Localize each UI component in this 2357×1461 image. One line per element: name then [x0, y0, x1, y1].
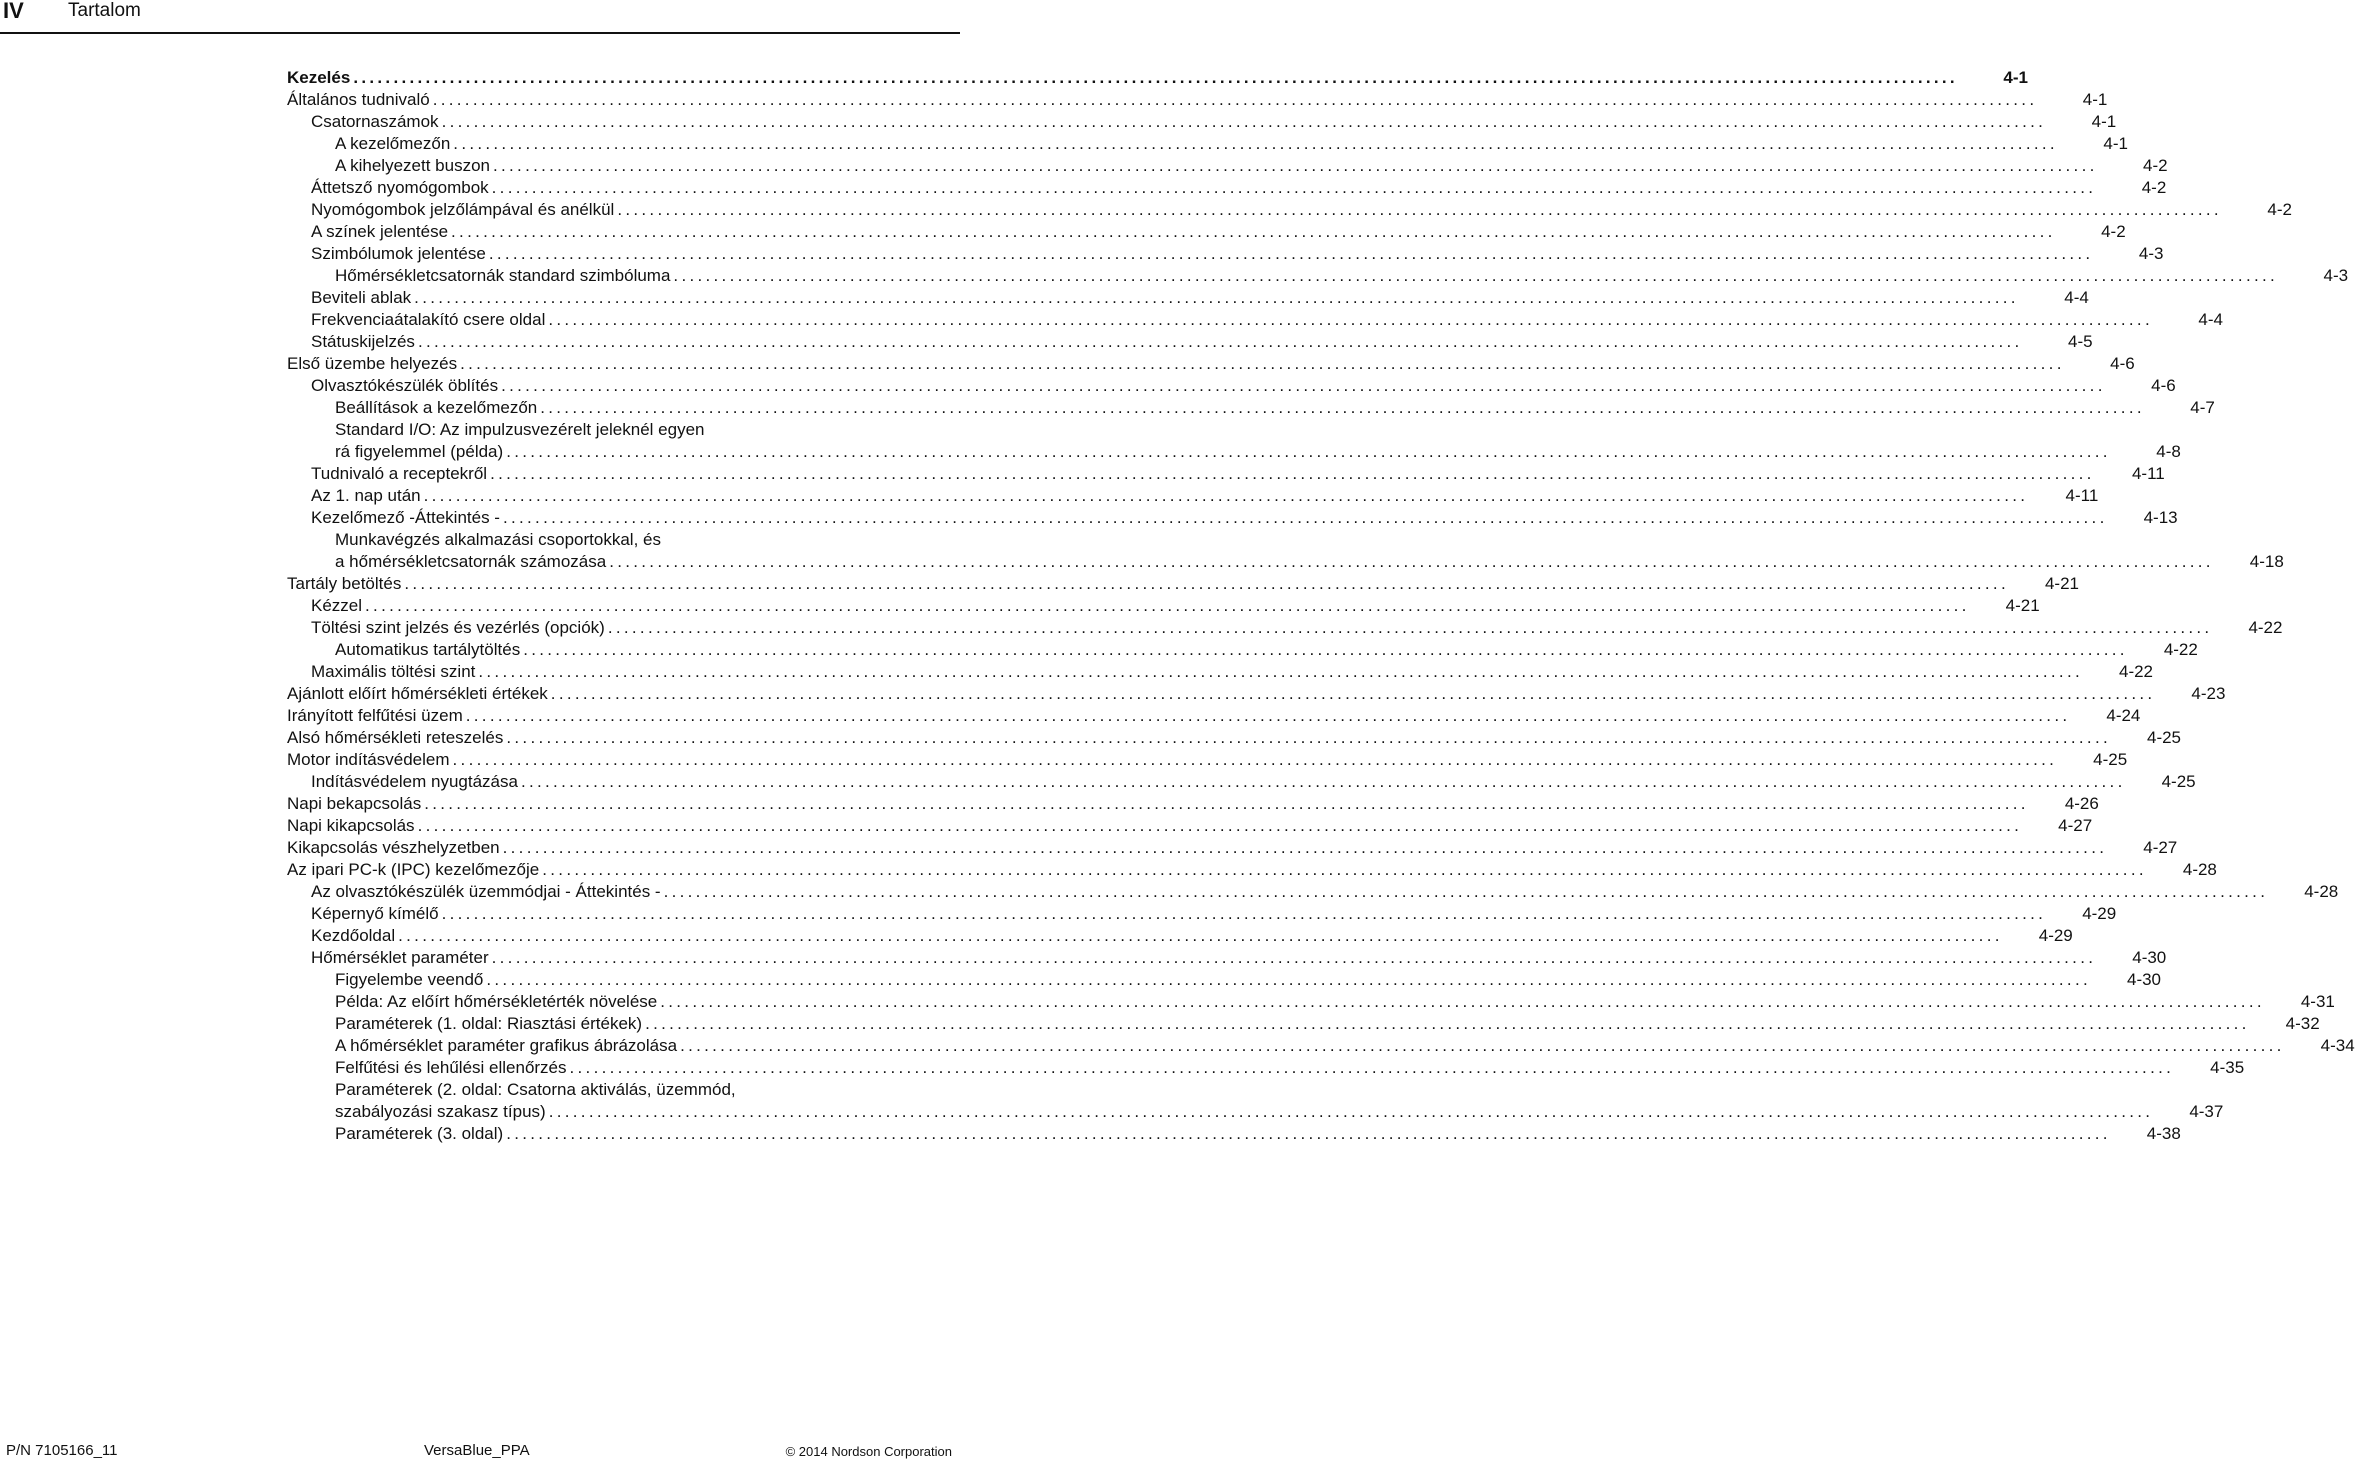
dot-leader: ........................................................................................................................................................................................................ — [506, 728, 2112, 747]
dot-leader: ........................................................................................................................................................................................................ — [491, 948, 2097, 967]
toc-entry-line — [287, 573, 2079, 595]
toc-entry-line — [311, 287, 2089, 309]
dot-leader: ........................................................................................................................................................................................................ — [673, 266, 2279, 285]
toc-entry-page: 4-26 — [2064, 794, 2099, 813]
toc-entry-page: 4-29 — [2038, 926, 2073, 945]
toc-entry-page: 4-4 — [2198, 310, 2223, 329]
toc-entry-line — [311, 199, 2292, 221]
toc-entry-title: Nyomógombok jelzőlámpával és anélkül — [311, 200, 615, 219]
toc-entry-title: Alsó hőmérsékleti reteszelés — [287, 728, 504, 747]
toc-entry-page: 4-1 — [2091, 112, 2117, 131]
toc-entry-title: Kezdőoldal — [311, 926, 396, 945]
toc-entry-title: Státuskijelzés — [311, 332, 415, 351]
toc-entry-title: Kezelőmező -Áttekintés - — [311, 508, 500, 527]
toc-entry-line — [311, 617, 2283, 639]
toc-entry-page: 4-21 — [2005, 596, 2040, 615]
toc-entry-line — [335, 991, 2335, 1013]
toc-entry-page: 4-21 — [2044, 574, 2079, 593]
product-name: VersaBlue_PPA — [424, 1442, 530, 1459]
toc-entry-page: 4-22 — [2248, 618, 2283, 637]
toc-entry[interactable] — [0, 617, 2283, 639]
toc-entry[interactable] — [0, 749, 2128, 771]
dot-leader: ........................................................................................................................................................................................................ — [414, 288, 2019, 307]
toc-entry-page: 4-13 — [2143, 508, 2178, 527]
toc-entry-title: A kezelőmezőn — [335, 134, 451, 153]
toc-entry-line — [335, 1101, 2224, 1123]
toc-entry-page: 4-11 — [2065, 486, 2099, 505]
dot-leader: ........................................................................................................................................................................................................ — [417, 816, 2023, 835]
dot-leader: ........................................................................................................................................................................................................ — [488, 244, 2094, 263]
dot-leader: ........................................................................................................................................................................................................ — [492, 156, 2098, 175]
toc-entry[interactable] — [0, 463, 2165, 485]
dot-leader: ........................................................................................................................................................................................................ — [441, 112, 2047, 131]
toc-entry-title: Felfűtési és lehűlési ellenőrzés — [335, 1058, 567, 1077]
dot-leader: ........................................................................................................................................................................................................ — [607, 618, 2213, 637]
page-title: Tartalom — [68, 0, 141, 21]
toc-entry-title: A hőmérséklet paraméter grafikus ábrázolása — [335, 1036, 678, 1055]
toc-entry-page: 4-35 — [2210, 1058, 2245, 1077]
toc-entry[interactable] — [0, 199, 2292, 221]
toc-entry[interactable] — [0, 705, 2141, 727]
chapter-number: IV — [3, 0, 24, 23]
toc-entry-line — [335, 155, 2168, 177]
toc-entry-title: Képernyő kímélő — [311, 904, 439, 923]
dot-leader: ........................................................................................................................................................................................................ — [486, 970, 2092, 989]
toc-entry-page: 4-27 — [2143, 838, 2178, 857]
dot-leader: ........................................................................................................................................................................................................ — [506, 1124, 2111, 1143]
dot-leader: ........................................................................................................................................................................................................ — [432, 90, 2038, 109]
toc-entry[interactable] — [0, 287, 2089, 309]
toc-entry-title: Motor indításvédelem — [287, 750, 450, 769]
copyright: © 2014 Nordson Corporation — [785, 1444, 952, 1459]
toc-entry[interactable] — [0, 397, 2215, 419]
toc-entry-line — [287, 727, 2182, 749]
dot-leader: ........................................................................................................................................................................................................ — [617, 200, 2222, 219]
toc-entry-line — [311, 375, 2176, 397]
toc-entry-page: 4-28 — [2304, 882, 2339, 901]
toc-entry[interactable] — [0, 67, 2028, 89]
dot-leader: ........................................................................................................................................................................................................ — [609, 552, 2214, 571]
toc-entry-page: 4-2 — [2141, 178, 2167, 197]
dot-leader: ........................................................................................................................................................................................................ — [660, 992, 2265, 1011]
toc-entry-title: Hőmérséklet paraméter — [311, 948, 489, 967]
toc-entry-page: 4-2 — [2143, 156, 2168, 175]
toc-entry[interactable] — [0, 265, 2349, 287]
toc-entry-page: 4-22 — [2163, 640, 2198, 659]
toc-entry-title: Első üzembe helyezés — [287, 354, 458, 373]
toc-entry[interactable] — [0, 1057, 2245, 1079]
dot-leader: ........................................................................................................................................................................................................ — [502, 838, 2108, 857]
toc-entry-line — [287, 353, 2135, 375]
toc-entry-title: Általános tudnivaló — [287, 90, 430, 109]
toc-entry[interactable] — [0, 859, 2217, 881]
toc-entry-line — [287, 837, 2178, 859]
toc-entry[interactable] — [0, 133, 2128, 155]
toc-entry[interactable] — [0, 177, 2167, 199]
toc-entry-line — [335, 639, 2198, 661]
toc-entry-line — [311, 111, 2117, 133]
dot-leader: ........................................................................................................................................................................................................ — [423, 486, 2029, 505]
toc-entry[interactable] — [0, 221, 2126, 243]
dot-leader: ........................................................................................................................................................................................................ — [453, 134, 2058, 153]
toc-entry[interactable] — [0, 595, 2040, 617]
toc-entry-title: Olvasztókészülék öblítés — [311, 376, 499, 395]
dot-leader: ........................................................................................................................................................................................................ — [520, 772, 2126, 791]
toc-entry-line — [287, 705, 2141, 727]
toc-entry[interactable] — [0, 419, 2181, 463]
toc-entry[interactable] — [0, 111, 2117, 133]
toc-entry[interactable] — [0, 1123, 2181, 1145]
toc-entry[interactable] — [0, 639, 2198, 661]
part-number: P/N 7105166_11 — [6, 1442, 118, 1459]
dot-leader: ........................................................................................................................................................................................................ — [663, 882, 2269, 901]
toc-entry-line — [287, 793, 2099, 815]
dot-leader: ........................................................................................................................................................................................................ — [548, 310, 2153, 329]
toc-entry-title: Beviteli ablak — [311, 288, 412, 307]
toc-entry-title: Kézzel — [311, 596, 363, 615]
toc-entry-title: Az ipari PC-k (IPC) kezelőmezője — [287, 860, 540, 879]
toc-entry-title: Tartály betöltés — [287, 574, 402, 593]
toc-entry-page: 4-1 — [2103, 134, 2128, 153]
toc-entry[interactable] — [0, 1079, 2224, 1123]
toc-entry-title: Áttetsző nyomógombok — [311, 178, 489, 197]
toc-entry-title: Ajánlott előírt hőmérsékleti értékek — [287, 684, 548, 703]
toc-entry-title: Napi kikapcsolás — [287, 816, 415, 835]
toc-entry[interactable] — [0, 771, 2196, 793]
toc-entry-line — [335, 1057, 2245, 1079]
toc-entry-page: 4-31 — [2300, 992, 2335, 1011]
toc-entry[interactable] — [0, 485, 2099, 507]
toc-entry-page: 4-2 — [2267, 200, 2292, 219]
toc-entry-line — [311, 463, 2165, 485]
dot-leader: ........................................................................................................................................................................................................ — [645, 1014, 2250, 1033]
toc-entry-title-line1: Standard I/O: Az impulzusvezérelt jeleknél egyen — [335, 420, 705, 439]
dot-leader: ........................................................................................................................................................................................................ — [502, 508, 2108, 527]
toc-entry-title: A színek jelentése — [311, 222, 449, 241]
toc-entry-page: 4-25 — [2146, 728, 2182, 747]
toc-entry-page: 4-2 — [2101, 222, 2126, 241]
toc-entry-title: Figyelembe veendő — [335, 970, 484, 989]
toc-entry-title: Automatikus tartálytöltés — [335, 640, 521, 659]
toc-entry[interactable] — [0, 991, 2335, 1013]
toc-entry-page: 4-32 — [2285, 1014, 2320, 1033]
dot-leader: ........................................................................................................................................................................................................ — [441, 904, 2047, 923]
dot-leader: ........................................................................................................................................................................................................ — [451, 222, 2056, 241]
dot-leader: ........................................................................................................................................................................................................ — [506, 442, 2111, 461]
toc-entry-line — [311, 331, 2093, 353]
toc-entry-page: 4-25 — [2161, 772, 2196, 791]
dot-leader: ........................................................................................................................................................................................................ — [465, 706, 2071, 725]
toc-entry-page: 4-5 — [2068, 332, 2093, 351]
toc-entry[interactable] — [0, 243, 2164, 265]
toc-entry-line — [311, 881, 2339, 903]
toc-entry-title: Az 1. nap után — [311, 486, 421, 505]
toc-entry-page: 4-23 — [2191, 684, 2226, 703]
toc-entry-line — [287, 683, 2226, 705]
toc-entry-page: 4-22 — [2118, 662, 2154, 681]
toc-entry-line — [335, 133, 2128, 155]
toc-entry-page: 4-38 — [2146, 1124, 2181, 1143]
toc-entry-line — [335, 441, 2181, 463]
toc-entry-page: 4-1 — [2003, 68, 2028, 87]
toc-entry[interactable] — [0, 89, 2108, 111]
toc-entry-page: 4-29 — [2082, 904, 2117, 923]
toc-entry-line — [311, 485, 2099, 507]
toc-entry-title: Irányított felfűtési üzem — [287, 706, 463, 725]
toc-entry-title: Paraméterek (3. oldal) — [335, 1124, 504, 1143]
toc-entry-page: 4-18 — [2249, 552, 2284, 571]
toc-entry-title: szabályozási szakasz típus) — [335, 1102, 546, 1121]
toc-entry-title: Példa: Az előírt hőmérsékletérték növelése — [335, 992, 658, 1011]
toc-entry-line — [287, 749, 2128, 771]
toc-entry[interactable] — [0, 1013, 2320, 1035]
toc-entry-page: 4-6 — [2151, 376, 2176, 395]
toc-entry-line — [335, 1013, 2320, 1035]
toc-entry-line — [311, 309, 2223, 331]
toc-entry-title: Töltési szint jelzés és vezérlés (opciók) — [311, 618, 605, 637]
toc-entry[interactable] — [0, 727, 2182, 749]
dot-leader: ........................................................................................................................................................................................................ — [478, 662, 2084, 681]
header-rule — [0, 32, 960, 34]
toc-entry-title: a hőmérsékletcsatornák számozása — [335, 552, 607, 571]
toc-entry-line — [311, 595, 2040, 617]
toc-entry[interactable] — [0, 375, 2176, 397]
toc-entry-title: Indításvédelem nyugtázása — [311, 772, 518, 791]
toc-entry-line — [287, 815, 2093, 837]
toc-entry-title: Kikapcsolás vészhelyzetben — [287, 838, 500, 857]
toc-entry-line — [287, 67, 2028, 89]
dot-leader: ........................................................................................................................................................................................................ — [542, 860, 2147, 879]
toc-entry[interactable] — [0, 1035, 2355, 1057]
toc-entry[interactable] — [0, 903, 2117, 925]
toc-entry-line — [311, 661, 2154, 683]
toc-entry-line — [335, 397, 2215, 419]
toc-entry-page: 4-28 — [2182, 860, 2217, 879]
toc-entry-title: Az olvasztókészülék üzemmódjai - Áttekintés - — [311, 882, 661, 901]
dot-leader: ........................................................................................................................................................................................................ — [460, 354, 2065, 373]
toc-entry[interactable] — [0, 155, 2168, 177]
toc-entry-line — [335, 551, 2284, 573]
toc-entry[interactable] — [0, 683, 2226, 705]
toc-entry-page: 4-30 — [2126, 970, 2162, 989]
toc-entry-line — [335, 265, 2349, 287]
toc-entry[interactable] — [0, 947, 2167, 969]
toc-entry-page: 4-27 — [2058, 816, 2093, 835]
toc-entry-page: 4-1 — [2082, 90, 2108, 109]
dot-leader: ........................................................................................................................................................................................................ — [550, 684, 2156, 703]
toc-entry-title: Maximális töltési szint — [311, 662, 476, 681]
toc-entry-page: 4-7 — [2190, 398, 2215, 417]
toc-entry-line — [311, 771, 2196, 793]
dot-leader: ........................................................................................................................................................................................................ — [540, 398, 2145, 417]
toc-entry[interactable] — [0, 573, 2079, 595]
dot-leader: ........................................................................................................................................................................................................ — [452, 750, 2058, 769]
toc-entry-page: 4-24 — [2106, 706, 2141, 725]
toc-entry-title: Frekvenciaátalakító csere oldal — [311, 310, 546, 329]
toc-entry-page: 4-11 — [2131, 464, 2165, 483]
toc-entry[interactable] — [0, 881, 2339, 903]
toc-entry-title: Tudnivaló a receptekről — [311, 464, 488, 483]
toc-entry-title: Csatornaszámok — [311, 112, 439, 131]
toc-entry-line — [311, 925, 2073, 947]
toc-entry-line — [335, 969, 2162, 991]
toc-entry[interactable] — [0, 507, 2178, 529]
toc-entry-page: 4-37 — [2189, 1102, 2224, 1121]
toc-entry[interactable] — [0, 969, 2162, 991]
dot-leader: ........................................................................................................................................................................................................ — [424, 794, 2029, 813]
toc-entry[interactable] — [0, 309, 2223, 331]
toc-entry-line — [311, 507, 2178, 529]
dot-leader: ........................................................................................................................................................................................................ — [353, 68, 1958, 87]
toc-entry-line — [311, 903, 2117, 925]
toc-entry-page: 4-8 — [2156, 442, 2181, 461]
toc-entry[interactable] — [0, 529, 2284, 573]
toc-entry[interactable] — [0, 815, 2093, 837]
toc-entry-title: Szimbólumok jelentése — [311, 244, 486, 263]
toc-entry-page: 4-4 — [2064, 288, 2089, 307]
toc-entry-title-line1: Munkavégzés alkalmazási csoportokkal, és — [335, 530, 661, 549]
toc-entry-title: Paraméterek (1. oldal: Riasztási értékek) — [335, 1014, 643, 1033]
toc-entry-line — [287, 859, 2217, 881]
toc-entry-page: 4-6 — [2110, 354, 2135, 373]
toc-entry-title: rá figyelemmel (példa) — [335, 442, 504, 461]
toc-entry-page: 4-25 — [2093, 750, 2128, 769]
toc-entry[interactable] — [0, 353, 2135, 375]
toc-entry-line — [335, 1123, 2181, 1145]
dot-leader: ........................................................................................................................................................................................................ — [417, 332, 2023, 351]
toc-entry-title: A kihelyezett buszon — [335, 156, 490, 175]
toc-entry[interactable] — [0, 925, 2073, 947]
toc-entry[interactable] — [0, 331, 2093, 353]
toc-entry-page: 4-3 — [2138, 244, 2164, 263]
toc-entry-title: Hőmérsékletcsatornák standard szimbóluma — [335, 266, 671, 285]
toc-entry-title: Napi bekapcsolás — [287, 794, 422, 813]
toc-entry-line — [335, 1035, 2355, 1057]
toc-entry-title: Beállítások a kezelőmezőn — [335, 398, 538, 417]
toc-entry-page: 4-30 — [2132, 948, 2167, 967]
toc-entry-line — [311, 947, 2167, 969]
dot-leader: ........................................................................................................................................................................................................ — [491, 178, 2097, 197]
dot-leader: ........................................................................................................................................................................................................ — [523, 640, 2128, 659]
toc-entry-title: Kezelés — [287, 68, 351, 87]
dot-leader: ........................................................................................................................................................................................................ — [404, 574, 2009, 593]
toc-entry-line — [287, 89, 2108, 111]
dot-leader: ........................................................................................................................................................................................................ — [490, 464, 2095, 483]
toc-entry[interactable] — [0, 661, 2154, 683]
dot-leader: ........................................................................................................................................................................................................ — [398, 926, 2003, 945]
toc-entry-title-line1: Paraméterek (2. oldal: Csatorna aktiválás, üzemmód, — [335, 1080, 736, 1099]
toc-entry-page: 4-34 — [2320, 1036, 2355, 1055]
toc-entry-page: 4-3 — [2323, 266, 2349, 285]
dot-leader: ........................................................................................................................................................................................................ — [569, 1058, 2175, 1077]
dot-leader: ........................................................................................................................................................................................................ — [548, 1102, 2154, 1121]
toc-entry-line — [311, 243, 2164, 265]
dot-leader: ........................................................................................................................................................................................................ — [501, 376, 2106, 395]
toc-entry-line — [311, 221, 2126, 243]
dot-leader: ........................................................................................................................................................................................................ — [680, 1036, 2285, 1055]
toc-entry[interactable] — [0, 793, 2099, 815]
toc-entry[interactable] — [0, 837, 2178, 859]
toc-entry-line — [311, 177, 2167, 199]
dot-leader: ........................................................................................................................................................................................................ — [365, 596, 1970, 615]
